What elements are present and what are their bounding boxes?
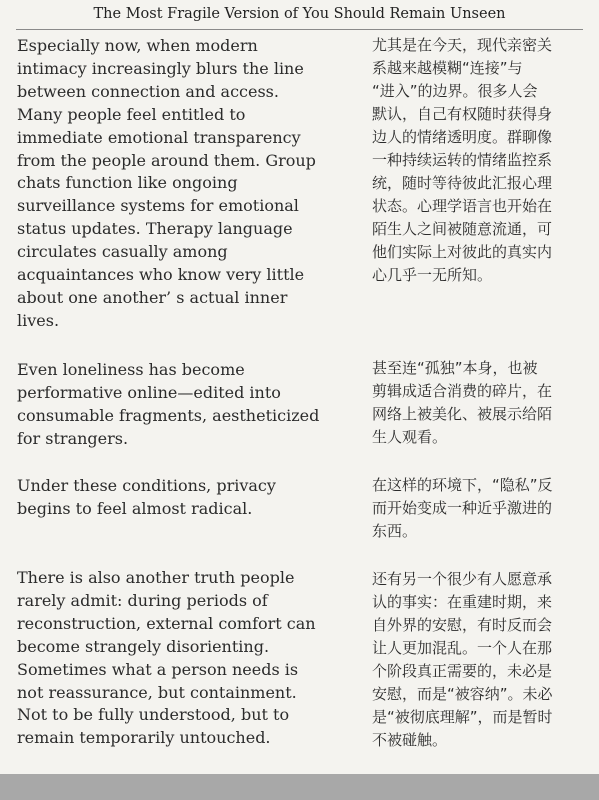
english-paragraph: There is also another truth people rarely admit: during periods of reconstruction, external comfort can become strangely disorienting. Sometimes what a person needs is not reassurance, but containment. Not to be fully understood, but to remain temporarily untouched. <box>17 568 316 748</box>
english-paragraph: Even loneliness has become performative online—edited into consumable fragments, aestheticized for strangers. <box>17 360 320 448</box>
page-header <box>0 0 599 30</box>
english-paragraph: Under these conditions, privacy begins to feel almost radical. <box>17 476 276 518</box>
header-divider <box>16 29 583 30</box>
chinese-paragraph: 在这样的环境下，“隐私”反 而开始变成一种近乎激进的 东西。 <box>372 476 553 540</box>
chinese-paragraph: 尤其是在今天，现代亲密关 系越来越模糊“连接”与 “进入”的边界。很多人会 默认，自己有权随时获得身 边人的情绪透明度。群聊像 一种持续运转的情绪监控系 统，随时等待彼此汇报心理 状态。心理学语言也开始在 陌生人之间被随意流通，可 他们实际上对彼此的真实内 心几乎一无所知。 <box>372 36 553 284</box>
bottom-bar <box>0 774 599 800</box>
english-paragraph: Especially now, when modern intimacy increasingly blurs the line between connection and access. Many people feel entitled to immediate emotional transparency from the people around them. Group chats function like ongoing surveillance systems for emotional status updates. Therapy language circulates casually among acquaintances who know very little about one another’ s actual inner lives. <box>17 36 316 330</box>
chinese-paragraph: 还有另一个很少有人愿意承 认的事实：在重建时期，来 自外界的安慰，有时反而会 让人更加混乱。一个人在那 个阶段真正需要的，未必是 安慰，而是“被容纳”。未必 是“被彻底理解”，而是暂时 不被碰触。 <box>372 570 553 749</box>
page-title: The Most Fragile Version of You Should Remain Unseen <box>93 6 506 22</box>
chinese-paragraph: 甚至连“孤独”本身，也被 剪辑成适合消费的碎片，在 网络上被美化、被展示给陌 生人观看。 <box>372 359 553 446</box>
